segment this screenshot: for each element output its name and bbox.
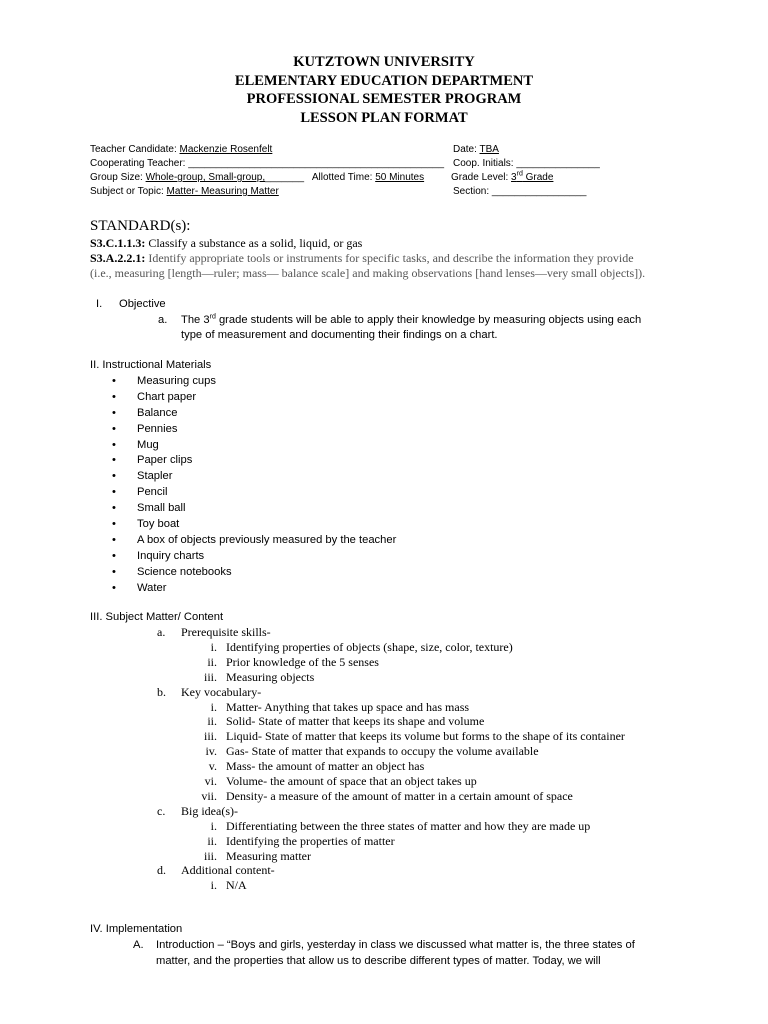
material-item: • Mug	[112, 437, 396, 453]
material-item: • Water	[112, 580, 396, 596]
material-item: • Toy boat	[112, 516, 396, 532]
standard-2-continued: (i.e., measuring [length—ruler; mass— balance scale] and making observations [hand lenses—very small objects]).	[90, 266, 646, 280]
standards-heading: STANDARD(s):	[90, 218, 191, 234]
outline-subitem-marker: iii.	[203, 669, 217, 684]
objective-text-line-1: The 3rd grade students will be able to apply their knowledge by measuring objects using each	[181, 313, 642, 326]
outline-label: Additional content-	[181, 863, 275, 878]
material-item: • Chart paper	[112, 389, 396, 405]
university-title: KUTZTOWN UNIVERSITY	[293, 54, 475, 70]
outline-subitem-marker: i.	[210, 818, 217, 833]
teacher-candidate-label: Teacher Candidate:	[90, 144, 180, 155]
outline-subitem-marker: ii.	[207, 714, 217, 729]
cooperating-teacher-row	[90, 157, 444, 171]
coop-initials-row	[453, 157, 600, 171]
coop-initials-blank: _______________	[516, 158, 600, 169]
outline-subitem-marker: vi.	[204, 774, 217, 788]
subject-row	[90, 185, 279, 199]
outline-marker: c.	[157, 803, 166, 818]
material-item: • Pencil	[112, 484, 396, 500]
date-value: TBA	[479, 144, 499, 155]
outline-subitem-text: Identifying properties of objects (shape, size, color, texture)	[226, 639, 513, 654]
outline-marker: d.	[157, 863, 166, 878]
allotted-time-value: 50 Minutes	[375, 172, 425, 183]
outline-subitem-text: Identifying the properties of matter	[226, 833, 395, 848]
section-row	[453, 185, 586, 199]
department-title: ELEMENTARY EDUCATION DEPARTMENT	[234, 72, 534, 89]
subject-matter-heading: III. Subject Matter/ Content	[90, 611, 224, 623]
outline-subitem-marker: vii.	[201, 788, 217, 803]
teacher-candidate-row	[90, 143, 272, 157]
outline-subitem-marker: ii.	[207, 654, 217, 669]
materials-list	[112, 373, 396, 595]
subject-value: Matter- Measuring Matter	[166, 186, 279, 197]
outline-subitem-marker: v.	[208, 759, 217, 774]
objective-heading: Objective	[119, 298, 166, 310]
material-item: • Small ball	[112, 500, 396, 516]
cooperating-teacher-label: Cooperating Teacher:	[90, 158, 189, 169]
outline-subitem-text: Density- a measure of the amount of matter in a certain amount of space	[226, 788, 573, 803]
outline-subitem-marker: i.	[210, 639, 217, 654]
teacher-candidate-value: Mackenzie Rosenfelt	[179, 144, 273, 155]
standard-1-text: Classify a substance as a solid, liquid, or gas	[145, 236, 363, 250]
section-blank: _________________	[491, 186, 587, 197]
material-item: • Balance	[112, 405, 396, 421]
outline-subitem-marker: iii.	[203, 848, 217, 863]
material-item: • A box of objects previously measured by the teacher	[112, 532, 396, 548]
subject-label: Subject or Topic:	[90, 186, 167, 197]
outline-subitem-marker: iii.	[203, 729, 217, 744]
coop-initials-label: Coop. Initials:	[453, 158, 517, 169]
outline-subitem-text: Differentiating between the three states of matter and how they are made up	[226, 818, 591, 833]
outline-subitem-text: Solid- State of matter that keeps its shape and volume	[226, 714, 485, 729]
outline-label: Prerequisite skills-	[181, 625, 271, 639]
implementation-text-line-1: Introduction – “Boys and girls, yesterday in class we discussed what matter is, the three states of	[156, 939, 635, 951]
objective-text-line-2: type of measurement and documenting their findings on a chart.	[181, 329, 498, 341]
format-title: LESSON PLAN FORMAT	[300, 109, 468, 126]
grade-level-row	[451, 171, 553, 185]
standard-2	[90, 251, 634, 266]
material-item: • Inquiry charts	[112, 548, 396, 564]
outline-subitem-marker: iv.	[205, 744, 217, 759]
grade-level-value: 3rd Grade	[511, 170, 554, 183]
materials-heading: II. Instructional Materials	[90, 359, 212, 371]
outline-subitem-text: Measuring objects	[226, 669, 315, 684]
outline-subitem-text: Liquid- State of matter that keeps its volume but forms to the shape of its container	[226, 729, 625, 744]
outline-subitem-marker: i.	[210, 878, 217, 893]
outline-subitem-text: Volume- the amount of space that an object takes up	[226, 774, 477, 788]
title-block	[0, 53, 768, 127]
material-item: • Stapler	[112, 468, 396, 484]
standard-2-code: S3.A.2.2.1:	[90, 251, 146, 265]
outline-label: Big idea(s)-	[181, 803, 238, 818]
outline-subitem-text: N/A	[226, 878, 247, 893]
outline-label: Key vocabulary-	[181, 684, 262, 699]
implementation-heading: IV. Implementation	[90, 923, 183, 935]
material-item: • Measuring cups	[112, 373, 396, 389]
objective-letter: a.	[158, 314, 168, 326]
group-size-blank: _______	[265, 172, 305, 183]
outline-marker: b.	[157, 684, 166, 699]
outline-marker: a.	[157, 625, 166, 639]
program-title: PROFESSIONAL SEMESTER PROGRAM	[246, 91, 522, 107]
outline-subitem-marker: ii.	[207, 833, 217, 848]
standard-2-text: Identify appropriate tools or instruments for specific tasks, and describe the information they provide	[145, 251, 634, 265]
outline-subitem-marker: i.	[210, 699, 217, 714]
material-item: • Science notebooks	[112, 564, 396, 580]
outline-subitem-text: Gas- State of matter that expands to occupy the volume available	[226, 744, 539, 759]
standard-1	[90, 236, 362, 251]
outline-subitem-text: Matter- Anything that takes up space and has mass	[226, 699, 470, 714]
outline-subitem-text: Measuring matter	[226, 848, 311, 863]
allotted-time-label: Allotted Time:	[311, 172, 376, 183]
objective-numeral: I.	[96, 298, 103, 310]
material-item: • Pennies	[112, 421, 396, 437]
outline-subitem-text: Mass- the amount of matter an object has	[226, 759, 425, 774]
section-label: Section:	[453, 186, 492, 197]
outline-subitem-text: Prior knowledge of the 5 senses	[226, 654, 379, 669]
grade-level-label: Grade Level:	[451, 172, 512, 183]
group-size-label: Group Size:	[90, 172, 146, 183]
implementation-text-line-2: matter, and the properties that allow us to describe different types of matter. Today, we will	[156, 955, 601, 967]
date-row	[453, 143, 499, 157]
material-item: • Paper clips	[112, 452, 396, 468]
date-label: Date:	[453, 144, 480, 155]
group-size-row	[90, 171, 424, 185]
cooperating-teacher-blank: ______________________________________________	[188, 158, 445, 169]
standard-1-code: S3.C.1.1.3:	[90, 236, 146, 250]
group-size-value: Whole-group, Small-group,	[145, 172, 266, 183]
implementation-letter: A.	[133, 939, 144, 951]
